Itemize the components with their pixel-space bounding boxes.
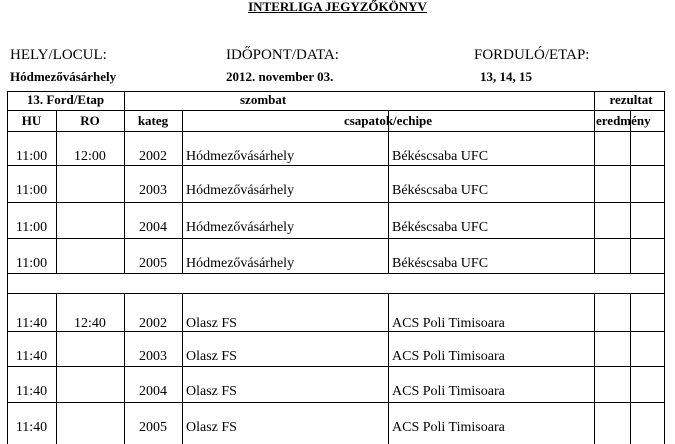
- grid-line: [7, 165, 665, 166]
- cell-away-team: ACS Poli Timisoara: [392, 420, 505, 435]
- place-label: HELY/LOCUL:: [10, 47, 107, 63]
- cell-home-team: Hódmezővásárhely: [186, 183, 295, 198]
- cell-home-team: Olasz FS: [186, 349, 237, 364]
- cell-kateg: 2003: [139, 349, 167, 364]
- cell-kateg: 2004: [139, 384, 167, 399]
- time-label: IDŐPONT/DATA:: [226, 47, 339, 63]
- place-value: Hódmezővásárhely: [10, 69, 117, 84]
- result-header: rezultat: [609, 92, 653, 107]
- grid-line: [7, 293, 665, 294]
- col-teams-header: csapatok/echipe: [343, 113, 433, 128]
- cell-home-team: Hódmezővásárhely: [186, 149, 295, 164]
- cell-kateg: 2005: [139, 420, 167, 435]
- grid-line: [7, 131, 665, 132]
- cell-ro: 12:00: [74, 149, 106, 164]
- grid-line: [7, 402, 665, 403]
- cell-hu: 11:00: [15, 183, 48, 198]
- grid-line: [7, 238, 665, 239]
- grid-line: [7, 366, 665, 367]
- cell-away-team: Békéscsaba UFC: [392, 256, 489, 271]
- cell-kateg: 2004: [139, 220, 167, 235]
- document-title: INTERLIGA JEGYZŐKÖNYV: [248, 0, 427, 14]
- grid-line: [124, 91, 125, 110]
- grid-line: [7, 331, 665, 332]
- cell-hu: 11:40: [15, 349, 48, 364]
- cell-home-team: Olasz FS: [186, 316, 237, 331]
- cell-away-team: Békéscsaba UFC: [392, 220, 489, 235]
- cell-hu: 11:40: [15, 384, 48, 399]
- time-value: 2012. november 03.: [226, 69, 334, 84]
- cell-hu: 11:00: [15, 256, 48, 271]
- col-hu-header: HU: [21, 113, 42, 128]
- grid-line: [7, 202, 665, 203]
- grid-line: [664, 91, 665, 444]
- cell-ro: 12:40: [74, 316, 106, 331]
- cell-home-team: Olasz FS: [186, 384, 237, 399]
- round-value: 13, 14, 15: [480, 69, 532, 84]
- day-header: szombat: [240, 92, 287, 107]
- cell-away-team: Békéscsaba UFC: [392, 149, 489, 164]
- grid-line: [7, 273, 665, 274]
- grid-line: [388, 293, 389, 444]
- round-label: FORDULÓ/ETAP:: [474, 47, 590, 63]
- cell-away-team: ACS Poli Timisoara: [392, 384, 505, 399]
- cell-away-team: ACS Poli Timisoara: [392, 316, 505, 331]
- cell-hu: 11:00: [15, 220, 48, 235]
- grid-line: [630, 293, 631, 444]
- grid-line: [182, 293, 183, 444]
- cell-hu: 11:40: [15, 316, 48, 331]
- grid-line: [7, 110, 665, 111]
- cell-hu: 11:40: [15, 420, 48, 435]
- cell-home-team: Olasz FS: [186, 420, 237, 435]
- cell-away-team: ACS Poli Timisoara: [392, 349, 505, 364]
- col-kateg-header: kateg: [137, 113, 169, 128]
- grid-line: [594, 293, 595, 444]
- col-ro-header: RO: [80, 113, 100, 128]
- cell-home-team: Hódmezővásárhely: [186, 220, 295, 235]
- cell-hu: 11:00: [15, 149, 48, 164]
- round-header: 13. Ford/Etap: [26, 92, 105, 107]
- cell-kateg: 2002: [139, 149, 167, 164]
- cell-kateg: 2002: [139, 316, 167, 331]
- cell-away-team: Békéscsaba UFC: [392, 183, 489, 198]
- cell-kateg: 2003: [139, 183, 167, 198]
- result-sub-header: eredmény: [596, 113, 651, 128]
- cell-kateg: 2005: [139, 256, 167, 271]
- cell-home-team: Hódmezővásárhely: [186, 256, 295, 271]
